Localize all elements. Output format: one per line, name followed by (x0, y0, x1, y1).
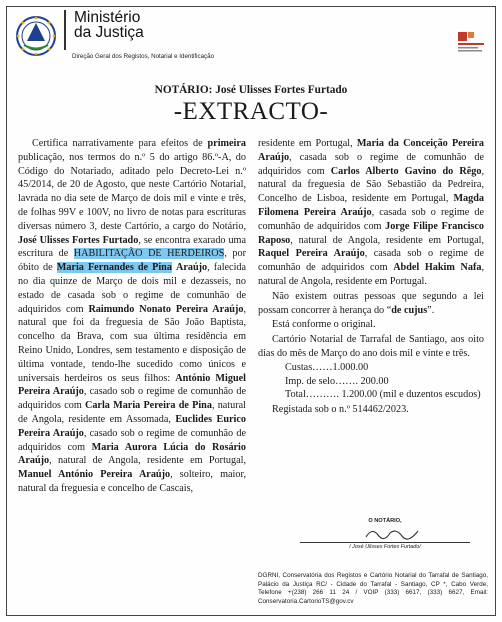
text-run: , por óbito de (18, 248, 246, 274)
text-run: residente em Portugal, (258, 138, 357, 149)
ministry-title (64, 10, 424, 50)
conformity-statement: Está conforme o original. (272, 319, 376, 331)
cabo-verde-emblem-icon (14, 14, 58, 58)
spouse-name: Raimundo Nonato Pereira Araújo (88, 303, 244, 315)
left-column (18, 137, 246, 496)
heir-spouse-name: Carlos Alberto Gavino do Rêgo (330, 165, 482, 177)
text-run: , natural de Angola, residente em Portugal, (290, 234, 484, 246)
text-run: , solteiro, maior, natural da freguesia e concelho de Cascais, (18, 469, 246, 494)
signature-label: O NOTÁRIO, (368, 518, 402, 524)
text-run: ”. (427, 304, 435, 316)
text-run: , natural que foi da freguesia de São João Baptista, concelho da Brava, com sua última residência em Reino Unido, Londres, sem testamento e disposição de última vontade, tendo-lhe sucedido como únicos e universais herdeiros os seus filhos: (18, 303, 246, 384)
heir-spouse-name: Jorge Filipe Francisco Raposo (258, 220, 484, 246)
text-run: , natural de Angola, residente em Portugal, (49, 455, 246, 467)
text-run: , se encontra exarado uma escritura de (18, 234, 246, 260)
directorate-name: Direção Geral dos Registos, Notarial e Identificação (72, 53, 215, 60)
signature-name: / José Ulisses Fortes Furtado/ (300, 542, 470, 550)
text-run: , natural de Angola, residente em Assomada, (18, 400, 246, 425)
document-title: -EXTRACTO- (173, 98, 329, 125)
right-column (258, 137, 484, 417)
registry-number: Registada sob o n.º 514462/2023. (272, 404, 409, 416)
handwritten-signature-icon (362, 525, 422, 541)
text-run: , casada sob o regime de comunhão de adquiridos com (258, 206, 485, 232)
text-run: , falecida no dia quinze de Março de dois mil e dezasseis, no estado de casada sob o regime de comunhão de adquiridos com (18, 262, 247, 315)
highlighted-deceased-name: Maria Fernandes de Pina (56, 262, 172, 274)
deceased-surname: Araújo (176, 262, 208, 274)
heir-name: Maria da Conceição Pereira Araújo (258, 138, 484, 163)
cost-stamp-duty: Imp. de selo……. 200.00 (285, 375, 389, 387)
text-run: , natural da freguesia de São Sebastião da Pedreira, Concelho de Lisboa, residente em Portugal, (258, 165, 484, 205)
ministry-line-1: Ministério (74, 9, 141, 26)
heir-name: Raquel Pereira Araújo (258, 248, 365, 260)
notary-line: NOTÁRIO: José Ulisses Fortes Furtado (154, 84, 348, 96)
costs-block (258, 361, 484, 402)
text-run: , casada sob o regime de comunhão de adquiridos com (258, 151, 484, 177)
text-run: Não existem outras pessoas que segundo a lei possam concorrer à herança do “ (258, 290, 484, 316)
highlighted-deed-type: HABILITAÇÃO DE HERDEIROS (73, 248, 225, 260)
heir-spouse-name: Abdel Hakim Nafa (393, 262, 482, 274)
header (14, 10, 490, 70)
heir-spouse-name: Carla Maria Pereira de Pina (84, 400, 212, 412)
cost-fees: Custas……1.000.00 (285, 361, 369, 373)
registry-logo-icon (456, 28, 486, 58)
notary-name: José Ulisses Fortes Furtado (18, 234, 139, 246)
text-run: , casado sob o regime de comunhão de adquiridos com (18, 427, 246, 453)
ministry-line-2: da Justiça (74, 24, 144, 41)
heir-name: Euclides Eurico Pereira Araújo (18, 413, 246, 439)
heir-name: Manuel António Pereira Araújo (18, 469, 171, 481)
text-run: , casado sob o regime de comunhão de adquiridos com (18, 386, 246, 412)
main-paragraph (18, 137, 246, 496)
text-run-bold: primeira (207, 138, 246, 149)
cost-total: Total………. 1.200.00 (mil e duzentos escudos) (285, 389, 481, 401)
heir-name: António Miguel Pereira Araújo (18, 372, 246, 398)
text-run: , natural de Angola, residente em Portugal. (258, 262, 484, 287)
text-run: publicação, nos termos do n.º 5 do artigo 86.º-A, do Código do Notariado, aditado pelo Decreto-Lei n.º 45/2014, de 20 de Agosto, que neste Cartório Notarial, lavrada no dia sete de Março de dois mil e vinte e três, de folhas 99V e 100V, no livro de notas para escrituras diversas número 3, deste Cartório, a cargo do Notário, (18, 151, 246, 232)
ministry-block (64, 10, 424, 60)
place-date-paragraph: Cartório Notarial de Tarrafal de Santiago, aos oito dias do mês de Março do ano dois mil e vinte e três. (258, 334, 484, 359)
signature-block (300, 518, 470, 550)
heir-spouse-name: Maria Aurora Lúcia do Rosário Araújo (18, 441, 246, 467)
text-run: , casada sob o regime de comunhão de adquiridos com (258, 248, 485, 274)
no-other-heirs-paragraph (258, 290, 484, 318)
de-cujus-term: de cujus (391, 304, 428, 316)
heir-name: Magda Filomena Pereira Araújo (258, 193, 484, 218)
continued-paragraph (258, 137, 484, 289)
text-run: Certifica narrativamente para efeitos de (32, 138, 208, 149)
footer-address: DGRNI, Conservatória dos Registos e Cartório Notarial do Tarrafal de Santiago, Palácio da Justiça RC/ - Cidade do Tarrafal - Santiago, CP *, Cabo Verde, Telefone +(238) 266 11 24 / VOIP (333) 6617, (333) 6627, Email: Conservatoria.CartorioTS@gov.cv (258, 572, 488, 605)
